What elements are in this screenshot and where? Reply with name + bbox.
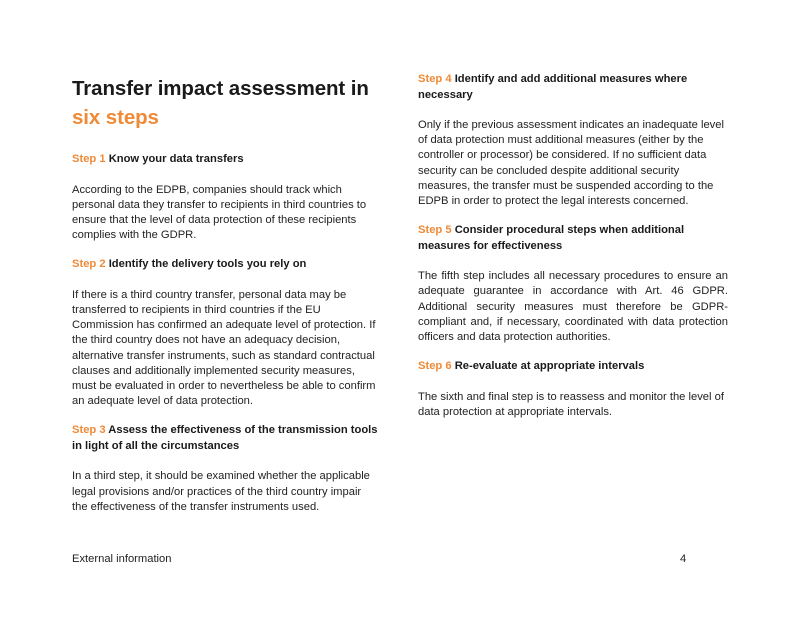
title-line1: Transfer impact assessment in	[72, 77, 369, 100]
title-line2: six steps	[72, 106, 159, 129]
step-body: The fifth step includes all necessary procedures to ensure an adequate guarantee in accordance with Art. 46 GDPR. Additional security measures must therefore be GDPR-compliant and, if necessary, coordinated with data protection officers and data protection authorities.	[418, 270, 728, 344]
right-column	[418, 72, 728, 420]
page-title	[72, 74, 378, 132]
step-body: Only if the previous assessment indicates an inadequate level of data protection must additional measures (either by the controller or processor) be considered. If no sufficient data security can be concluded despite additional security measures, the transfer must be suspended according to the EDPB in order to protect the legal interests concerned.	[418, 119, 724, 208]
step-5	[418, 223, 728, 345]
step-number: Step 3	[72, 424, 106, 437]
step-title: Assess the effectiveness of the transmission tools in light of all the circumstances	[72, 424, 378, 452]
step-2	[72, 257, 378, 409]
step-3	[72, 423, 378, 515]
step-heading	[418, 72, 728, 103]
step-heading	[418, 359, 728, 375]
left-column	[72, 72, 378, 515]
footer-label: External information	[72, 553, 172, 565]
step-4	[418, 72, 728, 209]
step-body: The sixth and final step is to reassess and monitor the level of data protection at appropriate intervals.	[418, 390, 724, 418]
step-title: Identify the delivery tools you rely on	[108, 258, 307, 271]
step-number: Step 1	[72, 153, 106, 165]
step-number: Step 5	[418, 224, 452, 237]
step-title: Re-evaluate at appropriate intervals	[454, 360, 645, 373]
step-heading	[72, 423, 378, 454]
step-heading	[418, 223, 728, 254]
step-body: If there is a third country transfer, personal data may be transferred to recipients in third countries if the EU Commission has confirmed an adequate level of protection. If the third country does not have an adequacy decision, alternative transfer instruments, such as standard contractual clauses and additionally implemented security measures, must be evaluated in order to nevertheless be able to confirm an adequate level of data protection.	[72, 288, 376, 408]
step-body: According to the EDPB, companies should track which personal data they transfer to recipients in third countries to ensure that the level of data protection of these recipients complies with the GDPR.	[72, 183, 367, 242]
step-title: Know your data transfers	[108, 153, 244, 165]
step-body: In a third step, it should be examined whether the applicable legal provisions and/or practices of the third country impair the effectiveness of the transfer instruments used.	[72, 470, 370, 513]
step-heading	[72, 152, 378, 168]
step-title: Identify and add additional measures where necessary	[418, 73, 688, 101]
step-heading	[72, 257, 378, 273]
step-number: Step 4	[418, 73, 452, 85]
step-6	[418, 359, 728, 420]
step-number: Step 2	[72, 258, 106, 271]
step-title: Consider procedural steps when additional measures for effectiveness	[418, 224, 685, 252]
step-number: Step 6	[418, 360, 452, 373]
step-1	[72, 152, 378, 243]
page-number: 4	[680, 553, 687, 565]
